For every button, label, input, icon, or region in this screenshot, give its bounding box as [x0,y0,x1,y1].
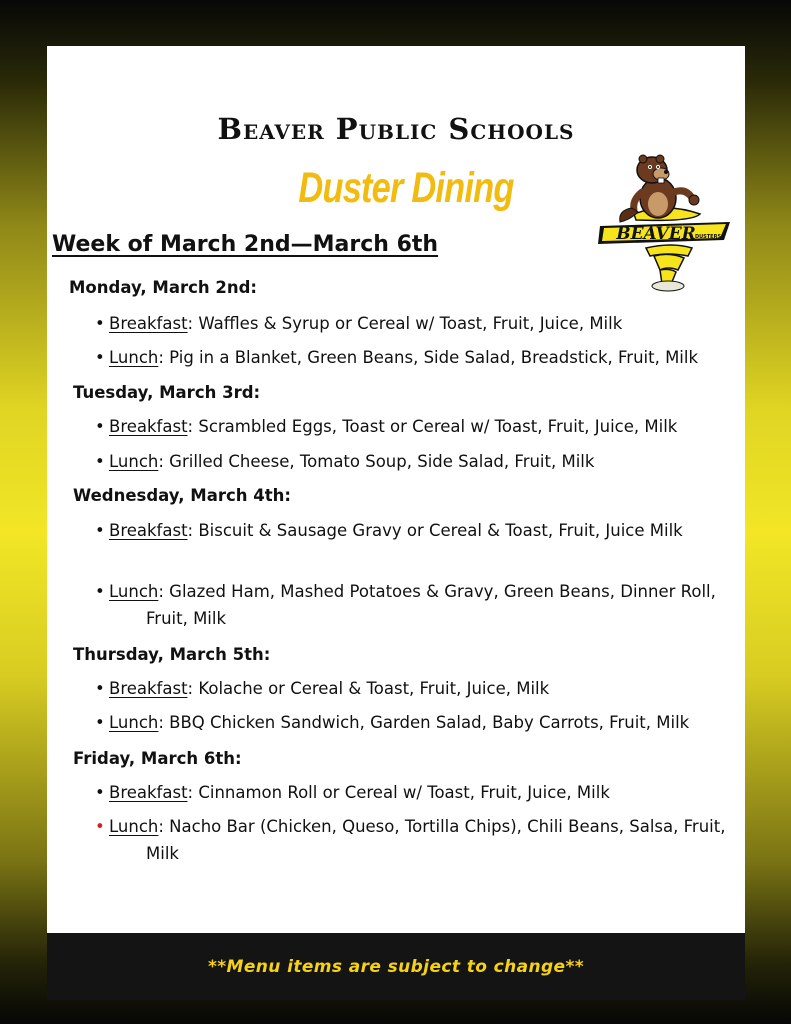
bullet-icon: • [95,713,105,732]
meal-text: : Waffles & Syrup or Cereal w/ Toast, Fruit, Juice, Milk [187,314,623,333]
meal-text: : Pig in a Blanket, Green Beans, Side Salad, Breadstick, Fruit, Milk [158,348,699,367]
meal-label: Breakfast [109,417,188,436]
school-title: Beaver Public Schools [217,112,575,146]
bullet-icon: • [95,314,105,333]
bullet-icon: • [95,417,105,436]
day-thursday: Thursday, March 5th: [73,645,271,664]
logo-text: BEAVER [616,224,696,244]
list-item [95,578,735,632]
week-heading: Week of March 2nd—March 6th [52,232,439,257]
list-item [95,779,735,806]
meal-text: : Grilled Cheese, Tomato Soup, Side Salad, Fruit, Milk [158,452,595,471]
meal-text: : Scrambled Eggs, Toast or Cereal w/ Toast, Fruit, Juice, Milk [187,417,678,436]
meal-label: Breakfast [109,783,188,802]
meal-label: Lunch [109,817,159,836]
dining-subtitle: Duster Dining [298,164,514,212]
meal-label: Breakfast [109,521,188,540]
meal-label: Lunch [109,348,159,367]
bullet-icon: • [95,348,105,367]
meal-text: : Kolache or Cereal & Toast, Fruit, Juice, Milk [187,679,550,698]
beaver-mascot-icon [596,152,736,294]
list-item [95,517,735,544]
list-item [95,709,735,736]
day-friday: Friday, March 6th: [73,749,242,768]
list-item [95,448,735,475]
bullet-icon: • [95,582,105,601]
bullet-icon: • [95,679,105,698]
meal-text: : BBQ Chicken Sandwich, Garden Salad, Baby Carrots, Fruit, Milk [158,713,690,732]
meal-label: Breakfast [109,314,188,333]
meal-label: Breakfast [109,679,188,698]
meal-text: : Cinnamon Roll or Cereal w/ Toast, Fruit, Juice, Milk [187,783,610,802]
list-item [95,675,735,702]
footer-bar [47,933,745,1000]
meal-text: : Biscuit & Sausage Gravy or Cereal & Toast, Fruit, Juice Milk [187,521,683,540]
day-wednesday: Wednesday, March 4th: [73,486,291,505]
meal-text: : Glazed Ham, Mashed Potatoes & Gravy, Green Beans, Dinner Roll, Fruit, Milk [146,582,716,628]
list-item [95,310,735,337]
list-item [95,413,735,440]
bullet-icon: • [95,452,105,471]
logo-small-text: DUSTERS [694,234,722,240]
list-item [95,813,735,867]
meal-label: Lunch [109,582,159,601]
bullet-icon: • [95,521,105,540]
meal-text: : Nacho Bar (Chicken, Queso, Tortilla Chips), Chili Beans, Salsa, Fruit, Milk [146,817,726,863]
footer-note: **Menu items are subject to change** [207,956,585,977]
bullet-icon: • [95,783,105,802]
menu-page [47,46,745,933]
bullet-icon: • [95,817,105,836]
meal-label: Lunch [109,713,159,732]
day-tuesday: Tuesday, March 3rd: [73,383,261,402]
meal-label: Lunch [109,452,159,471]
day-monday: Monday, March 2nd: [69,278,258,297]
list-item [95,344,735,371]
